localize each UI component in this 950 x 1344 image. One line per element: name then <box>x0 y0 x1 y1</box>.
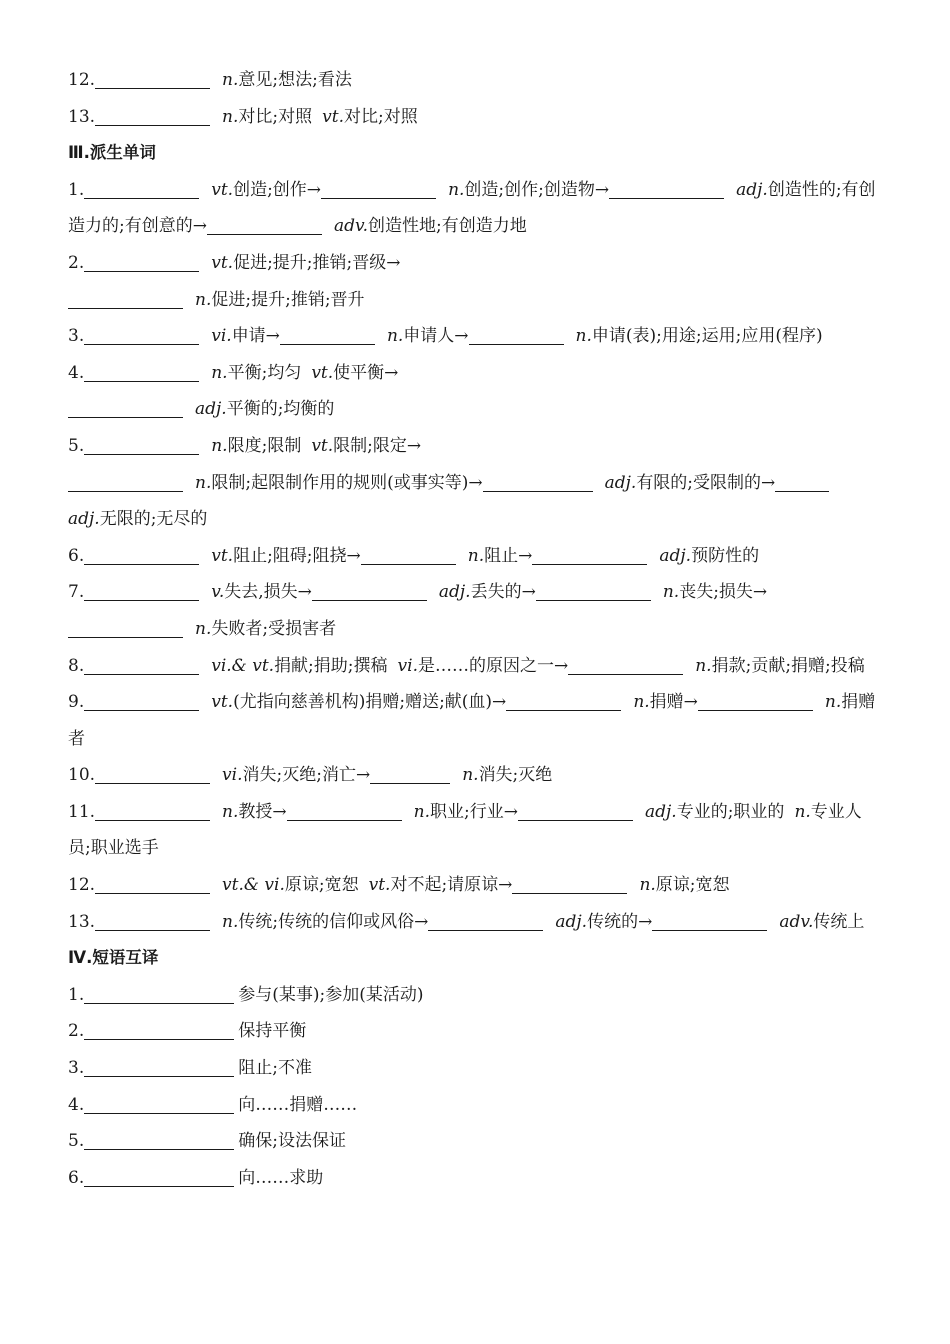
definition: 预防性的 <box>691 545 760 566</box>
part-of-speech: adj. <box>604 472 637 493</box>
definition: 有限的;受限制的→ <box>636 472 776 493</box>
item-number: 10. <box>68 765 96 786</box>
answer-blank[interactable] <box>95 69 210 89</box>
part-of-speech: vt. <box>211 252 234 273</box>
answer-blank[interactable] <box>321 179 436 199</box>
definition: 消失;灭绝;消亡→ <box>242 765 371 786</box>
item-number: 3. <box>68 1058 85 1079</box>
part-of-speech: vt. <box>311 362 334 383</box>
part-of-speech: n. <box>222 70 239 90</box>
definition: 是……的原因之一→ <box>417 655 569 676</box>
phrase-item-1 <box>68 977 884 1014</box>
item-number: 9. <box>68 692 85 713</box>
part-of-speech: vt. <box>368 875 391 896</box>
part-of-speech: n. <box>222 801 239 822</box>
answer-blank[interactable] <box>95 801 210 821</box>
definition: 申请(表);用途;运用;应用(程序) <box>591 326 823 347</box>
answer-blank[interactable] <box>84 435 199 455</box>
part-of-speech: n. <box>633 692 650 713</box>
item-number: 1. <box>68 984 85 1005</box>
definition: 创造性的;有创造力的;有创意的→ <box>68 179 876 237</box>
answer-blank[interactable] <box>370 764 450 784</box>
definition: 限制;起限制作用的规则(或事实等)→ <box>211 472 483 493</box>
item-number: 13. <box>68 911 96 932</box>
answer-blank[interactable] <box>95 764 210 784</box>
answer-blank[interactable] <box>469 325 564 345</box>
part-of-speech: vt. <box>211 545 234 566</box>
derivative-item-9 <box>68 684 884 757</box>
part-of-speech: n. <box>211 362 228 383</box>
definition: 丢失的→ <box>470 582 536 603</box>
derivative-item-13 <box>68 904 884 941</box>
definition: 传统的→ <box>587 911 653 932</box>
part-of-speech: n. <box>662 582 680 603</box>
part-of-speech: n. <box>222 106 239 127</box>
part-of-speech: adj. <box>645 801 677 822</box>
definition: 促进;提升;推销;晋升 <box>211 289 365 310</box>
derivative-item-5 <box>68 428 884 465</box>
part-of-speech: n. <box>222 911 239 932</box>
definition: 原谅;宽恕 <box>655 875 730 896</box>
definition: 阻止→ <box>484 545 533 566</box>
definition: 创造性地;有创造力地 <box>368 216 527 237</box>
part-of-speech: n. <box>195 289 212 310</box>
phrase-item-2 <box>68 1013 884 1050</box>
phrase-meaning: 向……捐赠…… <box>238 1094 358 1115</box>
answer-blank[interactable] <box>84 325 199 345</box>
definition: 使平衡→ <box>333 362 399 383</box>
part-of-speech: adj. <box>68 509 100 530</box>
part-of-speech: adj. <box>736 179 768 200</box>
phrase-item-3 <box>68 1050 884 1087</box>
answer-blank[interactable] <box>361 545 456 565</box>
answer-blank[interactable] <box>84 984 234 1004</box>
item-number: 12. <box>68 875 96 896</box>
item-number: 11. <box>68 801 96 822</box>
answer-blank[interactable] <box>68 618 183 638</box>
part-of-speech: n. <box>195 472 212 493</box>
derivative-item-3 <box>68 318 884 355</box>
part-of-speech: adj. <box>195 399 227 420</box>
answer-blank[interactable] <box>84 581 199 601</box>
derivative-item-2-cont <box>68 282 884 319</box>
answer-blank[interactable] <box>95 874 210 894</box>
answer-blank[interactable] <box>698 691 813 711</box>
definition: 申请人→ <box>403 326 469 347</box>
answer-blank[interactable] <box>84 179 199 199</box>
definition: 对比;对照 <box>238 106 313 127</box>
part-of-speech: n. <box>211 435 228 456</box>
part-of-speech: adj. <box>555 911 588 932</box>
phrase-item-5 <box>68 1123 884 1160</box>
item-number: 7. <box>68 582 85 603</box>
section-heading-phrases: Ⅳ.短语互译 <box>68 948 159 968</box>
part-of-speech: vt. <box>211 179 234 200</box>
item-number: 5. <box>68 435 85 456</box>
definition: 限度;限制 <box>227 435 302 456</box>
part-of-speech: adv. <box>333 216 368 237</box>
definition: 丧失;损失→ <box>679 582 768 603</box>
definition: 职业;行业→ <box>430 801 518 822</box>
answer-blank[interactable] <box>84 655 199 675</box>
answer-blank[interactable] <box>312 581 427 601</box>
answer-blank[interactable] <box>536 581 651 601</box>
definition: 无限的;无尽的 <box>99 509 208 530</box>
vocab-line-13 <box>68 99 884 136</box>
derivative-item-4 <box>68 355 884 392</box>
definition: (尤指向慈善机构)捐赠;赠送;献(血)→ <box>233 692 507 713</box>
definition: 对不起;请原谅→ <box>390 875 513 896</box>
item-number: 8. <box>68 655 85 676</box>
part-of-speech: n. <box>824 692 842 713</box>
definition: 原谅;宽恕 <box>284 875 359 896</box>
answer-blank[interactable] <box>518 801 633 821</box>
part-of-speech: v. <box>211 582 225 603</box>
part-of-speech: adv. <box>779 911 814 932</box>
worksheet-page <box>68 62 884 1196</box>
answer-blank[interactable] <box>84 1130 234 1150</box>
definition: 阻止;阻碍;阻挠→ <box>233 545 361 566</box>
definition: 专业人员;职业选手 <box>68 801 862 859</box>
answer-blank[interactable] <box>609 179 724 199</box>
definition: 对比;对照 <box>343 106 418 127</box>
definition: 限制;限定→ <box>333 435 422 456</box>
definition: 失去,损失→ <box>224 582 312 603</box>
definition: 捐赠者 <box>68 692 876 749</box>
definition: 捐赠→ <box>649 692 698 713</box>
derivative-item-11 <box>68 794 884 867</box>
derivative-item-6 <box>68 538 884 575</box>
answer-blank[interactable] <box>84 252 199 272</box>
part-of-speech: n. <box>462 765 479 786</box>
item-number: 2. <box>68 1021 85 1042</box>
part-of-speech: adj. <box>659 545 692 566</box>
definition: 传统上 <box>813 911 865 932</box>
part-of-speech: vt. <box>322 106 344 127</box>
answer-blank[interactable] <box>428 911 543 931</box>
phrase-item-4 <box>68 1087 884 1124</box>
answer-blank[interactable] <box>84 1020 234 1040</box>
answer-blank[interactable] <box>84 545 199 565</box>
item-number: 4. <box>68 1094 85 1115</box>
definition: 创造;创作;创造物→ <box>464 179 610 200</box>
definition: 促进;提升;推销;晋级→ <box>233 252 401 273</box>
derivative-item-1 <box>68 172 884 245</box>
answer-blank[interactable] <box>68 289 183 309</box>
part-of-speech: vi. <box>222 765 243 786</box>
part-of-speech: n. <box>448 179 465 200</box>
answer-blank[interactable] <box>287 801 402 821</box>
answer-blank[interactable] <box>207 215 322 235</box>
part-of-speech: n. <box>195 618 212 639</box>
derivative-item-2 <box>68 245 884 282</box>
derivative-item-7 <box>68 574 884 611</box>
phrase-meaning: 确保;设法保证 <box>238 1131 346 1152</box>
phrase-meaning: 向……求助 <box>238 1167 324 1188</box>
definition: 申请→ <box>231 326 280 347</box>
answer-blank[interactable] <box>652 911 767 931</box>
part-of-speech: n. <box>413 801 431 822</box>
part-of-speech: n. <box>639 875 656 896</box>
phrase-item-6 <box>68 1160 884 1197</box>
definition: 失败者;受损害者 <box>211 618 337 639</box>
answer-blank[interactable] <box>506 691 621 711</box>
part-of-speech: n. <box>695 655 712 676</box>
item-number: 6. <box>68 1167 85 1188</box>
answer-blank[interactable] <box>95 106 210 126</box>
item-number: 6. <box>68 545 85 566</box>
definition: 捐款;贡献;捐赠;投稿 <box>711 655 865 676</box>
item-number: 13. <box>68 106 96 127</box>
phrase-meaning: 保持平衡 <box>238 1021 307 1042</box>
answer-blank[interactable] <box>280 325 375 345</box>
section-heading-derivatives: Ⅲ.派生单词 <box>68 143 156 163</box>
definition: 捐献;捐助;撰稿 <box>274 655 388 676</box>
answer-blank[interactable] <box>95 911 210 931</box>
part-of-speech: n. <box>467 545 485 566</box>
answer-blank[interactable] <box>512 874 627 894</box>
phrase-meaning: 阻止;不准 <box>238 1058 312 1079</box>
derivative-item-8 <box>68 648 884 685</box>
part-of-speech: n. <box>575 326 592 347</box>
definition: 教授→ <box>238 801 287 822</box>
item-number: 2. <box>68 252 85 273</box>
item-number: 1. <box>68 179 85 200</box>
answer-blank[interactable] <box>84 362 199 382</box>
answer-blank[interactable] <box>84 691 199 711</box>
answer-blank[interactable] <box>84 1094 234 1114</box>
answer-blank[interactable] <box>84 1057 234 1077</box>
part-of-speech: vt. <box>211 692 234 713</box>
derivative-item-5-cont2 <box>68 501 884 538</box>
part-of-speech: adj. <box>438 582 471 603</box>
item-number: 3. <box>68 326 85 347</box>
answer-blank[interactable] <box>483 472 593 492</box>
definition: 意见;想法;看法 <box>238 70 352 90</box>
part-of-speech: vi. <box>211 326 232 347</box>
part-of-speech: vt.& vi. <box>222 875 285 896</box>
answer-blank[interactable] <box>568 655 683 675</box>
vocab-line-12 <box>68 62 884 99</box>
derivative-item-12 <box>68 867 884 904</box>
answer-blank[interactable] <box>84 1167 234 1187</box>
answer-blank[interactable] <box>68 398 183 418</box>
definition: 创造;创作→ <box>233 179 322 200</box>
phrase-meaning: 参与(某事);参加(某活动) <box>238 984 424 1005</box>
answer-blank[interactable] <box>775 472 829 492</box>
part-of-speech: vt. <box>311 435 334 456</box>
derivative-item-4-cont <box>68 391 884 428</box>
item-number: 5. <box>68 1131 85 1152</box>
derivative-item-5-cont <box>68 465 884 502</box>
definition: 专业的;职业的 <box>676 801 785 822</box>
part-of-speech: n. <box>794 801 811 822</box>
part-of-speech: n. <box>386 326 404 347</box>
definition: 消失;灭绝 <box>478 765 553 786</box>
derivative-item-7-cont <box>68 611 884 648</box>
answer-blank[interactable] <box>68 472 183 492</box>
definition: 平衡的;均衡的 <box>226 399 335 420</box>
item-number: 4. <box>68 362 85 383</box>
derivative-item-10 <box>68 757 884 794</box>
definition: 平衡;均匀 <box>227 362 302 383</box>
definition: 传统;传统的信仰或风俗→ <box>238 911 429 932</box>
answer-blank[interactable] <box>532 545 647 565</box>
part-of-speech: vi.& vt. <box>211 655 275 676</box>
item-number: 12. <box>68 70 96 90</box>
part-of-speech: vi. <box>397 655 418 676</box>
